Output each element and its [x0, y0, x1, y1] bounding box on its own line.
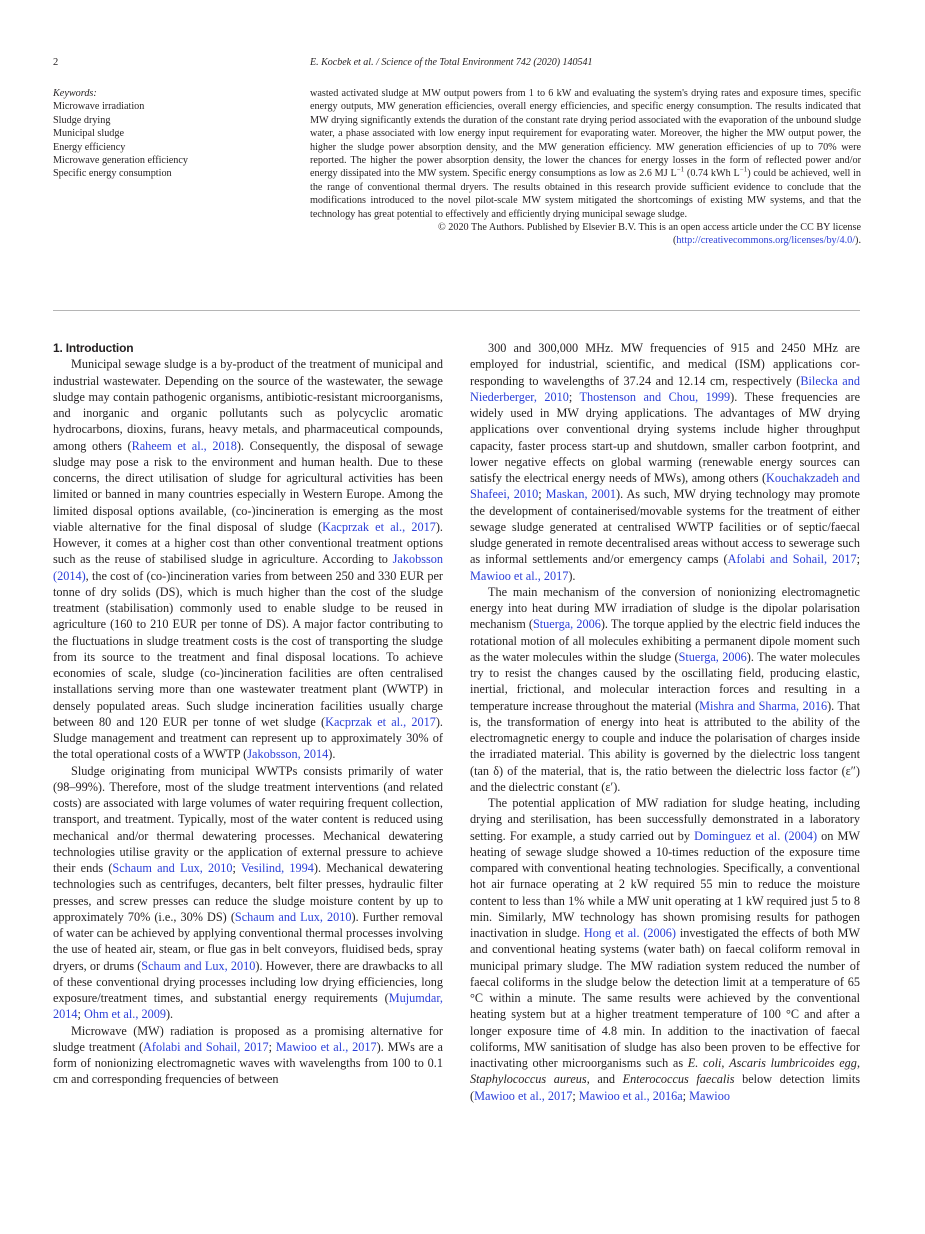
paragraph-text: The potential application of MW radiation for sludge heating, including drying and sterilisation, has been successfully demonstrated in a laboratory setting. For example, a study carried out by — [470, 796, 860, 843]
abstract-text-part: (0.74 kWh L — [684, 168, 740, 180]
keyword-item: Municipal sludge — [53, 128, 125, 140]
citation-link[interactable]: Mawioo et al., 2017 — [474, 1088, 573, 1103]
paragraph-text: ). The water molecules try to resist the changes caused by the oscillating field, producing elastic, inertial, frictional, and molecular interaction forces and resulting in a temperature increase throughout the material ( — [470, 649, 860, 713]
abstract — [310, 87, 861, 248]
paragraph-text: ; — [572, 1088, 579, 1103]
license-link[interactable]: http://creativecommons.org/licenses/by/4.0/ — [676, 235, 856, 247]
paragraph-text: ; — [856, 552, 860, 567]
divider — [53, 310, 860, 311]
paragraph-text: investigated the effects of both MW and conventional heating systems (water bath) on faecal coliform removal in municipal primary sludge. The MW radiation system reduced the number of faecal coliforms in the sludge below the detection limit at a temperature of 65 °C within a minute. The same results were achieved by the conventional heating system but at a higher treatment temperature of 100 °C and after a longer exposure time of 4.8 min. In addition to the inactivation of faecal coliforms, MW sanitisation of sludge has also been proven to be effective for inactivating other microorganisms such as — [470, 926, 861, 1070]
citation-link[interactable]: Kacprzak et al., 2017 — [325, 714, 436, 729]
paragraph-text: ; — [682, 1088, 690, 1103]
citation-link[interactable]: Jakobsson, 2014 — [247, 747, 329, 762]
paragraph-text: ; — [232, 861, 241, 875]
keywords-title: Keywords: — [53, 88, 97, 99]
paragraph-text: ). However, there are drawbacks to all of these conventional drying processes including low drying efficiencies, long exposure/treatment times, and substantial energy requirements ( — [53, 958, 443, 1005]
paragraph-text: , — [721, 1056, 730, 1070]
paragraph — [53, 1023, 443, 1088]
citation-link[interactable]: Schaum and Lux, 2010 — [112, 861, 233, 875]
paragraph — [53, 763, 443, 1023]
paragraph-text: below detection limits ( — [470, 1072, 861, 1103]
paragraphs-right — [470, 340, 860, 1104]
column-left — [53, 340, 443, 1088]
paragraph-text: ). These frequencies are widely used in MW drying applications. The advantages of MW drying applications over conventional drying systems include higher throughput capacity, faster process start-up and shutdown, smaller carbon footprint, and lower negative effects on global warming (renewable energy sources can satisfy the electrical energy needs of MWs), among others ( — [470, 389, 861, 485]
citation-link[interactable]: Thostenson and Chou, 1999 — [579, 389, 731, 404]
paragraph-text: Microwave (MW) radiation is proposed as a promising alternative for sludge treatment ( — [53, 1023, 443, 1054]
superscript: −1 — [676, 166, 685, 175]
paragraph-text: ). Mechanical dewatering technologies such as centrifuges, decanters, belt filter presses, hydraulic filter presses, and screw presses can reduce the sludge moisture content by up to approximately 70% (i.e., 30% DS) ( — [53, 861, 444, 924]
paragraph-text: ). The torque applied by the electric field induces the rotational motion of all molecules exhibiting a permanent dipole moment such as the water molecules within the sludge ( — [470, 617, 861, 664]
copyright-notice — [310, 221, 861, 248]
paragraph — [470, 584, 860, 795]
citation-link[interactable]: Hong et al. (2006) — [583, 926, 677, 940]
keyword-item: Microwave irradiation — [53, 101, 145, 113]
section-title: 1. Introduction — [53, 341, 134, 355]
citation-link[interactable]: Schaum and Lux, 2010 — [234, 909, 352, 924]
italic-text: Enterococcus faecalis — [622, 1072, 735, 1087]
abstract-text — [310, 87, 861, 221]
copyright-text: © 2020 The Authors. Published by Elsevier B.V. This is an open access article under the CC BY license ( — [437, 222, 861, 247]
citation-link[interactable]: Stuerga, 2006 — [678, 649, 747, 664]
paragraph-text: ). — [165, 1007, 174, 1022]
keyword-item: Microwave generation efficiency — [53, 155, 189, 167]
citation-link[interactable]: Mujumdar, 2014 — [53, 991, 443, 1022]
citation-link[interactable]: Mawioo et al., 2017 — [275, 1039, 377, 1054]
citation-link[interactable]: Bilecka and Niederberger, 2010 — [470, 373, 860, 404]
citation-link[interactable]: Ohm et al., 2009 — [83, 1007, 166, 1022]
copyright-end: ). — [855, 235, 861, 247]
paragraph-text: ; — [538, 487, 546, 502]
paragraph — [470, 795, 860, 1104]
paragraph-text: ). Further removal of water can be achieved by applying conventional thermal processes involving the use of heated air, steam, or flue gas in belt conveyors, fluidised beds, spray dryers, or drums ( — [53, 909, 444, 973]
citation-link[interactable]: Mawioo — [689, 1088, 730, 1103]
paragraph — [470, 340, 860, 584]
citation-link[interactable]: Mawioo et al., 2016a — [578, 1088, 683, 1103]
citation-link[interactable]: Maskan, 2001 — [545, 487, 616, 502]
page-number: 2 — [53, 57, 59, 68]
paragraph-text: , the cost of (co-)incineration varies from between 250 and 330 EUR per tonne of dry solids (DS), which is much higher than the cost of the sludge treatment (stabilisation) commonly used to enable sludge to be reused in agriculture (160 to 210 EUR per tonne of DS). A major factor contributing to the fluctuations in sludge treatment costs is the cost of transporting the sludge from its source to the treatment and final disposal locations. To achieve economies of scale, sludge (co-)incineration facilities are often centralised installations serving more than one wastewater treatment plant (WWTP) in densely populated areas. Such sludge incineration facilities usually charge between 80 and 120 EUR per tonne of wet sludge ( — [53, 568, 443, 729]
citation-link[interactable]: Afolabi and Sohail, 2017 — [143, 1039, 269, 1054]
abstract-text-part: ) could be achieved, well in the range of conventional thermal dryers. The results obtained in this research provide sufficient evidence to conclude that the modifications introduced to the novel pilot-scale MW system mitigated the shortcomings of existing MW systems, and that the technology has great potential to effectively and efficiently drying municipal sewage sludge. — [310, 168, 862, 220]
abstract-text-part: wasted activated sludge at MW output powers from 1 to 6 kW and evaluating the system's drying rates and exposure times, specific energy outputs, MW generation efficiencies, overall energy efficiencies, and specific energy consumption. The results indicated that MW drying significantly extends the duration of the constant rate drying period associated with the evaporation of the unbound sludge water, a phase associated with low energy input requirement for evaporating water. Moreover, the higher the MW output power, the higher the sludge power absorption density, and the MW generation efficiency. MW generation efficiencies of up to 70% were reported. The higher the power absorption density, the lower the chances for energy losses in the form of reflected power and/or energy dissipated into the MW system. Specific energy consumptions as low as 2.6 MJ L — [310, 88, 861, 180]
citation-link[interactable]: Kacprzak et al., 2017 — [322, 519, 436, 534]
citation-link[interactable]: Schaum and Lux, 2010 — [141, 958, 256, 973]
italic-text: E. coli — [687, 1056, 722, 1070]
citation-link[interactable]: Mawioo et al., 2017 — [470, 568, 569, 583]
paragraph-text: The main mechanism of the conversion of nonionizing electromagnetic energy into heat during MW irradiation of sludge is the dipolar polarisation mechanism ( — [470, 584, 860, 632]
paragraph-text: , and — [586, 1072, 623, 1087]
keyword-item: Specific energy consumption — [53, 168, 172, 180]
keyword-item: Sludge drying — [53, 114, 111, 126]
keywords-block — [53, 87, 293, 181]
italic-text: Ascaris lumbricoides egg — [729, 1056, 857, 1070]
paragraph-text: ). That is, the transformation of energy into heat is attributed to the ability of the electromagnetic energy to couple and induce the polarisation of charges inside the irradiated material. This ability is governed by the dielectric loss tangent (tan δ) of the material, that is, the ratio between the dielectric loss factor (ε″) and the dielectric constant (ε′). — [470, 698, 860, 794]
paragraphs-left — [53, 356, 443, 1087]
paragraph-text: ). However, it comes at a higher cost than other conventional treatment options such as the reuse of stabilised sludge in agriculture. According to — [53, 519, 443, 567]
paragraph-text: ; — [268, 1039, 276, 1054]
citation-link[interactable]: Jakobsson (2014) — [53, 552, 443, 583]
paragraph-text: ). Consequently, the disposal of sewage sludge may pose a risk to the environment and human health. Due to these concerns, the direct utilisation of sludge for agricultural activities has been limited or banned in many countries especially in Western Europe. Among the limited disposal options available, (co-)incineration is emerging as the most viable alternative for the final disposal of sludge ( — [53, 438, 444, 534]
paragraph-text: Sludge originating from municipal WWTPs consists primarily of water (98–99%). Therefore, most of the sludge treatment interventions (and related costs) are associated with large volumes of water requiring frequent collection, transport, and treatment. Typically, most of the water content is reduced using mechanical and/or thermal dewatering processes. Mechanical dewatering technologies utilise gravity or the application of external pressure to achieve their ends ( — [53, 763, 443, 875]
citation-link[interactable]: Dominguez et al. (2004) — [694, 828, 818, 843]
paragraph-text: 300 and 300,000 MHz. MW frequencies of 915 and 2450 MHz are employed for industrial, scientific, and medical (ISM) applications corresponding to wavelengths of 37.24 and 12.14 cm, respectively ( — [470, 341, 860, 388]
citation-link[interactable]: Mishra and Sharma, 2016 — [699, 698, 828, 713]
column-right — [470, 340, 860, 1104]
citation-link[interactable]: Vesilind, 1994 — [240, 861, 314, 875]
citation-link[interactable]: Kouchakzadeh and Shafeei, 2010 — [470, 471, 860, 502]
paragraph-text: Municipal sewage sludge is a by-product of the treatment of municipal and industrial wastewater. Depending on the source of the wastewater, the sewage sludge may contain pathogenic organisms, antibiotic-resistant microorganisms, and inorganic and organic pollutants such as polycyclic aromatic hydrocarbons, dioxins, furans, heavy metals, and pharmaceutical compounds, among others ( — [53, 357, 443, 453]
running-head: E. Kocbek et al. / Science of the Total Environment 742 (2020) 140541 — [310, 57, 593, 68]
paragraph-text: , — [856, 1056, 860, 1070]
paragraph-text: ). — [568, 568, 576, 583]
paragraph-text: on MW heating of sewage sludge showed a 10-times reduction of the exposure time compared with conventional heating technologies. Specifically, a conventional hot air furnace operating at 2 kW required 55 min to reduce the moisture content to less than 1% while a MW unit operating at 1 kW required just 5 to 8 min. Similarly, MW technology has shown promising results for pathogen inactivation in sludge. — [470, 828, 861, 940]
paragraph-text: ; — [568, 389, 580, 404]
paragraph-text: ; — [77, 1007, 84, 1022]
paragraph-text: ). Sludge management and treatment can represent up to approximately 30% of the total operational costs of a WWTP ( — [53, 714, 443, 762]
superscript: −1 — [739, 166, 748, 175]
italic-text: Staphylococcus aureus — [470, 1072, 587, 1087]
citation-link[interactable]: Afolabi and Sohail, 2017 — [727, 552, 857, 567]
paragraph — [53, 356, 443, 762]
keyword-item: Energy efficiency — [53, 141, 126, 153]
paragraph-text: ). MWs are a form of nonionizing electromagnetic waves with wavelengths from 100 to 0.1 cm and corresponding frequencies of between — [53, 1039, 443, 1087]
paragraph-text: ). As such, MW drying technology may promote the development of containerised/movable systems for the treatment of either sewage sludge generated at centralised WWTP facilities or of septic/faecal sludge generated in remote decentralised areas without access to sewerage such as informal settlements and/or emergency camps ( — [470, 487, 860, 567]
paragraph-text: ). — [328, 747, 336, 762]
citation-link[interactable]: Stuerga, 2006 — [532, 617, 601, 632]
citation-link[interactable]: Raheem et al., 2018 — [131, 438, 237, 453]
